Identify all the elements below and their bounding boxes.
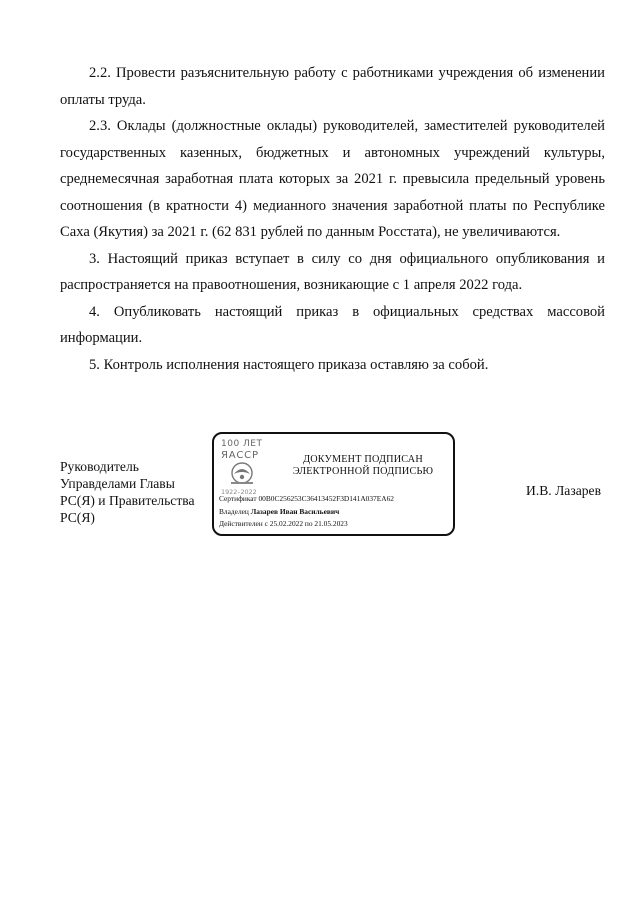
paragraph-2-3: 2.3. Оклады (должностные оклады) руководителей, заместителей руководителей государственных казенных, бюджетных и автономных учреждений культуры, среднемесячная заработная плата которых за 2021 г. превысила предельный уровень соотношения (в кратности 4) медианного значения заработной платы по Республике Саха (Якутия) за 2021 г. (62 831 рублей по данным Росстата), не увеличиваются. [60, 118, 605, 240]
valid-to-date: 21.05.2023 [314, 519, 348, 529]
stamp-header-line: ДОКУМЕНТ ПОДПИСАН [303, 454, 423, 465]
certificate-value: 00B0C256253C36413452F3D141A037EA62 [258, 494, 394, 503]
emblem-years-text: 1922–2022 [221, 488, 257, 496]
position-line: РС(Я) [60, 510, 95, 525]
stamp-header [274, 454, 452, 477]
yassr-100-emblem-icon [218, 436, 274, 496]
paragraph-5: 5. Контроль исполнения настоящего приказа оставляю за собой. [89, 356, 489, 373]
owner-row [219, 506, 394, 519]
paragraph-3: 3. Настоящий приказ вступает в силу со дня официального опубликования и распространяется на правоотношения, возникающие с 1 апреля 2022 года. [60, 250, 605, 293]
certificate-label: Сертификат [219, 494, 257, 503]
valid-to-label: по [304, 519, 313, 529]
owner-value: Лазарев Иван Васильевич [250, 506, 340, 516]
emblem-mid-text: ЯАССР [221, 450, 259, 461]
paragraph-2-2: 2.2. Провести разъяснительную работу с работниками учреждения об изменении оплаты труда. [60, 65, 605, 108]
position-line: РС(Я) и Правительства [60, 493, 195, 508]
emblem-top-text: 100 ЛЕТ [221, 439, 263, 449]
stamp-header-line: ЭЛЕКТРОННОЙ ПОДПИСЬЮ [292, 465, 434, 477]
certificate-row [219, 493, 394, 506]
valid-from-date: 25.02.2022 [269, 519, 304, 529]
paragraph-4: 4. Опубликовать настоящий приказ в официальных средствах массовой информации. [60, 303, 605, 346]
validity-label: Действителен [219, 519, 263, 529]
validity-row [219, 518, 394, 531]
stamp-details [219, 493, 394, 531]
signatory-name: И.В. Лазарев [526, 483, 601, 498]
electronic-signature-stamp [212, 432, 455, 536]
order-body [60, 60, 605, 378]
position-line: Руководитель [60, 459, 139, 474]
position-line: Управделами Главы [60, 476, 175, 491]
signatory-position [60, 458, 210, 526]
owner-label: Владелец [219, 506, 249, 516]
valid-from-label: с [264, 519, 268, 529]
